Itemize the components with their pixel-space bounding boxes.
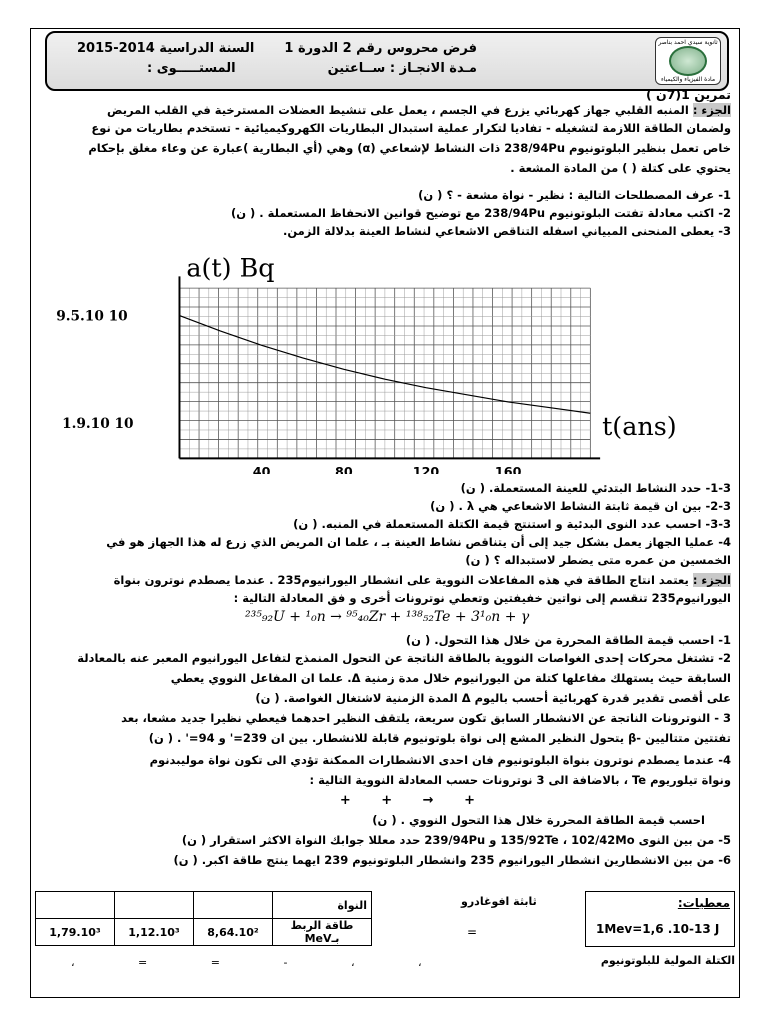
part2-question-2a: 2- تشتغل محركات إحدى الغواصات النووية بالطاقة الناتجة عن التحول المنمذج لتفاعل اليورانيوم المعبر عنه بالمعادلة: [77, 651, 731, 665]
chart-grid: [179, 288, 590, 458]
x-tick-labels: [253, 464, 522, 474]
exam-page: [30, 28, 740, 998]
chart-y-title: a(t) Bq: [186, 252, 275, 283]
part2-question-3b: تفتتين متتاليين -β يتحول النظير المشع إلى نواة بلوتونيوم قابلة للانشطار. بين ان 239=' و 94=' . ( ن): [148, 731, 731, 745]
part2-question-4a: 4- عندما يصطدم نوترون بنواة البلوتونيوم فان احدى الانشطارات الممكنة تؤدي الى تكون نواة موليبدنوم: [149, 753, 731, 767]
school-year: السنة الدراسية 2014-2015: [77, 41, 255, 56]
x-tick-label: 80: [334, 463, 353, 474]
plutonium-reaction: + → + +: [339, 793, 475, 808]
part1-question-3: 3- يعطى المنحنى المبياني اسفله التناقص الاشعاعي لنشاط العينة بدلالة الزمن.: [282, 224, 731, 238]
part2-question-4c: احسب قيمة الطاقة المحررة خلال هذا التحول النووي . ( ن): [372, 813, 705, 827]
given-label: معطيات:: [677, 896, 730, 910]
part2-question-1: 1- احسب قيمة الطاقة المحررة من خلال هذا التحول. ( ن): [405, 633, 731, 647]
part1-question-4a: 4- عمليا الجهاز يعمل بشكل جيد إلى أن يتناقص نشاط العينة بـ ، علما ان المريض الذي زرع له هذا الجهاز هو في: [106, 535, 731, 549]
avogadro-label: ثابثة افوغادرو: [461, 895, 537, 908]
part2-label: الجزء :: [692, 573, 731, 587]
part2-question-2b: السابقة حيث يستهلك مفاعلها كتلة من اليورانيوم خلال مدة زمنية Δ. علما ان المفاعل النووي يعطي: [170, 671, 731, 685]
part1-question-1: 1- عرف المصطلحات التالية : نظير - نواة مشعة - ؟ ( ن): [418, 188, 731, 202]
student-level: المستـــــوى :: [147, 61, 236, 76]
part1-line-1: الجزء : المنبه القلبي جهاز كهربائي يزرع في الجسم ، يعمل على تنشيط العضلات المسترخية في القلب المريض: [107, 103, 731, 117]
table-row: [36, 919, 372, 946]
part1-line-4: يحتوي على كتلة ( ) من المادة المشعة .: [510, 161, 731, 175]
x-tick-label: 120: [412, 463, 440, 474]
x-tick-label: 40: [252, 463, 271, 474]
avogadro-eq: =: [467, 925, 478, 939]
activity-chart: [31, 249, 731, 474]
part2-line-2: اليورانيوم235 تنقسم إلى نواتين خفيفتين وتعطي نوترونات أخرى و فق المعادلة التالية :: [233, 591, 731, 605]
given-box: [585, 891, 735, 947]
part2-line-1: الجزء : يعتمد انتاج الطاقة في هذه المفاعلات النووية على انشطار اليورانيوم235 . عندما يصطدم نوترون بنواة: [113, 573, 731, 587]
bottom-row: ، = = - ، ،: [71, 956, 422, 969]
binding-energy-table: [35, 891, 372, 946]
part1-question-4b: الخمسين من عمره متى يضطر لاستبداله ؟ ( ن): [465, 553, 731, 567]
part2-question-2c: على أقصى تقدير قدرة كهربائية أحسب باليوم Δ المدة الزمنية لاشتغال الغواصة. ( ن): [255, 691, 731, 705]
exam-header: [45, 31, 729, 91]
table-cell: 1,12.10³: [115, 919, 194, 946]
part1-line-2: ولضمان الطاقة اللازمة لتشغيله - تفاديا لتكرار عملية استبدال البطاريات الكهروكيميائية - تستخدم بطاريات من نوع: [91, 121, 731, 135]
x-tick-label: 160: [494, 463, 522, 474]
part2-question-5: 5- من بين النوى 135/92Te ، 102/42Mo و 239/94Pu حدد معللا جوابك النواة الاكثر استقرار ( ن): [181, 833, 731, 847]
chart-x-title: t(ans): [602, 410, 677, 441]
part2-question-4b: ونواة تيلوريوم Te ، بالاضافة الى 3 نوترونات حسب المعادلة النووية التالية :: [309, 773, 731, 787]
fission-equation: ²³⁵₉₂U + ¹₀n → ⁹⁵₄₀Zr + ¹³⁸₅₂Te + 3¹₀n + γ: [245, 609, 530, 625]
part1-question-3-3: 3-3- احسب عدد النوى البدئية و استنتج قيمة الكتلة المستعملة في المنبه. ( ن): [293, 517, 731, 531]
chart-axes: [179, 276, 600, 458]
table-cell: 8,64.10²: [194, 919, 273, 946]
molar-mass-label: الكتلة المولية للبلوتونيوم: [600, 954, 735, 967]
part1-question-2: 2- اكتب معادلة تفتت البلوتونيوم 238/94Pu مع توضيح قوانين الانحفاظ المستعملة . ( ن): [230, 206, 731, 220]
part2-question-3a: 3 - النوترونات الناتجة عن الانشطار السابق تكون سريعة، يلتقف النظير احدهما فيعطي نظيرا جديد مشعا، بعد: [121, 711, 731, 725]
y-tick-bottom: 1.9.10 10: [62, 416, 134, 433]
school-name: ثانوية سيدي احمد بناصر: [658, 39, 718, 46]
exam-title: فرض محروس رقم 2 الدورة 1: [284, 41, 477, 56]
y-tick-top: 9.5.10 10: [56, 308, 128, 325]
exercise-title: تمرين 1(7ن ): [645, 87, 731, 102]
part1-question-3-1: 1-3- حدد النشاط البتدئي للعينة المستعملة. ( ن): [460, 481, 731, 495]
table-header-nucleus: النواة: [273, 892, 372, 919]
exam-duration: مـدة الانجـاز : ســاعتين: [327, 61, 477, 76]
school-logo: [655, 37, 721, 85]
part1-question-3-2: 2-3- بين ان قيمة ثابتة النشاط الاشعاعي هي λ . ( ن): [430, 499, 731, 513]
part2-question-6: 6- من بين الانشطارين انشطار اليورانيوم 235 وانشطار البلوتونيوم 239 ايهما ينتج طاقة اكبر. ( ن): [173, 853, 731, 867]
part1-label: الجزء :: [692, 103, 731, 117]
subject-name: مادة الفيزياء والكيمياء: [660, 76, 716, 83]
logo-emblem-icon: [669, 46, 707, 76]
table-row-label: طاقة الربط بـMeV: [273, 919, 372, 946]
mev-conversion: 1Mev=1,6 .10-13 J: [596, 922, 720, 936]
part1-line-3: خاص تعمل بنظير البلوتونيوم 238/94Pu ذات النشاط لإشعاعي (α) وهي (أي البطارية )عبارة عن وعاء مغلق بإحكام: [88, 141, 731, 155]
table-row: [36, 892, 372, 919]
table-cell: 1,79.10³: [36, 919, 115, 946]
